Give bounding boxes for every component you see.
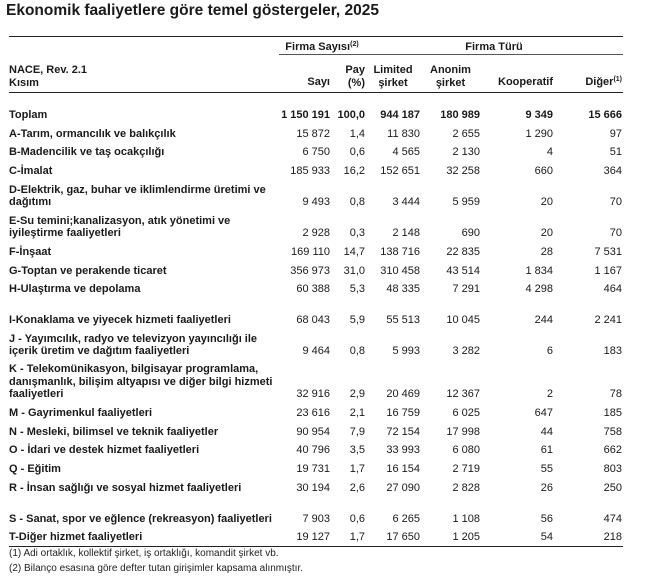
cell-kooperatif: 2: [546, 388, 553, 401]
header-group-row: [9, 37, 623, 55]
cell-kooperatif: 44: [540, 425, 553, 438]
table-row: [9, 327, 623, 358]
cell-anonim: 22 835: [446, 245, 480, 258]
row-activity-name: Toplam: [9, 109, 48, 122]
table-row: [9, 525, 623, 546]
cell-pay: 5,3: [349, 283, 365, 296]
header-column-row: [9, 55, 623, 93]
row-activity-name: T-Diğer hizmet faaliyetleri: [9, 525, 279, 546]
cell-pay: 5,9: [349, 314, 365, 327]
header-nace: NACE, Rev. 2.1 Kısım: [9, 55, 279, 93]
table-row: [9, 296, 623, 327]
cell-kooperatif: 1 834: [525, 264, 553, 277]
cell-diger: 758: [603, 425, 622, 438]
header-anonim: Anonim şirket: [421, 55, 481, 93]
cell-pay: 100,0: [337, 109, 365, 122]
cell-sayi: 9 464: [302, 345, 330, 358]
table-row: [9, 457, 623, 476]
table-row: [9, 277, 623, 296]
cell-diger: 364: [603, 165, 622, 178]
cell-anonim: 1 205: [421, 525, 481, 546]
cell-sayi: 30 194: [296, 481, 330, 494]
cell-kooperatif: 244: [534, 314, 553, 327]
row-activity-name: O - İdari ve destek hizmet faaliyetleri: [9, 444, 200, 457]
header-diger: Diğer$^{(1)}$: [554, 55, 623, 93]
cell-diger: 15 666: [588, 109, 622, 122]
cell-limited: 6 265: [392, 512, 420, 525]
cell-anonim: 1 108: [452, 512, 480, 525]
cell-diger: 803: [603, 462, 622, 475]
table-row: [9, 258, 623, 277]
header-kooperatif: Kooperatif: [481, 55, 554, 93]
cell-sayi: 19 731: [296, 462, 330, 475]
cell-sayi: 356 973: [290, 264, 330, 277]
cell-kooperatif: 55: [540, 462, 553, 475]
cell-anonim: 6 025: [452, 406, 480, 419]
cell-anonim: 7 291: [452, 283, 480, 296]
table-row-total: [9, 103, 623, 122]
row-activity-name: D-Elektrik, gaz, buhar ve iklimlendirme üretimi ve dağıtımı: [9, 183, 266, 209]
cell-kooperatif: 4 298: [525, 283, 553, 296]
cell-diger: 70: [609, 196, 622, 209]
cell-kooperatif: 647: [534, 406, 553, 419]
page-title: Ekonomik faaliyetlere göre temel göstergeler, 2025: [6, 2, 380, 19]
cell-limited: 16 759: [386, 406, 420, 419]
cell-kooperatif: 20: [540, 227, 553, 240]
row-activity-name: A-Tarım, ormancılık ve balıkçılık: [9, 127, 176, 140]
cell-kooperatif: 6: [546, 345, 553, 358]
cell-anonim: 3 282: [452, 345, 480, 358]
footnotes: [9, 546, 303, 576]
row-activity-name: N - Mesleki, bilimsel ve teknik faaliyetler: [9, 425, 219, 438]
cell-diger: 51: [609, 146, 622, 159]
cell-sayi: 7 903: [302, 512, 330, 525]
cell-kooperatif: 660: [534, 165, 553, 178]
cell-kooperatif: 4: [546, 146, 553, 159]
cell-anonim: 690: [461, 227, 480, 240]
cell-diger: 78: [609, 388, 622, 401]
header-sayi: Sayı: [279, 55, 331, 93]
cell-anonim: 17 998: [446, 425, 480, 438]
cell-limited: 17 650: [366, 525, 421, 546]
cell-sayi: 2 928: [302, 227, 330, 240]
cell-anonim: 2 719: [452, 462, 480, 475]
table-row: [9, 401, 623, 420]
cell-diger: 97: [609, 127, 622, 140]
row-activity-name: K - Telekomünikasyon, bilgisayar programlama, danışmanlık, bilişim altyapısı ve diğer bilgi hizmeti faaliyetleri: [9, 363, 273, 401]
cell-pay: 2,6: [349, 481, 365, 494]
cell-diger: 185: [603, 406, 622, 419]
header-pay: Pay (%): [331, 55, 366, 93]
table-row: [9, 476, 623, 495]
row-activity-name: R - İnsan sağlığı ve sosyal hizmet faaliyetleri: [9, 481, 242, 494]
cell-kooperatif: 20: [540, 196, 553, 209]
cell-kooperatif: 28: [540, 245, 553, 258]
cell-limited: 5 993: [392, 345, 420, 358]
cell-sayi: 40 796: [296, 444, 330, 457]
cell-limited: 310 458: [380, 264, 420, 277]
cell-limited: 152 651: [380, 165, 420, 178]
table-row: [9, 122, 623, 141]
cell-pay: 2,1: [349, 406, 365, 419]
cell-kooperatif: 1 290: [525, 127, 553, 140]
cell-limited: 55 513: [386, 314, 420, 327]
cell-diger: 250: [603, 481, 622, 494]
cell-diger: 70: [609, 227, 622, 240]
cell-kooperatif: 61: [540, 444, 553, 457]
cell-limited: 4 565: [392, 146, 420, 159]
cell-pay: 31,0: [343, 264, 365, 277]
cell-diger: 1 167: [594, 264, 622, 277]
cell-sayi: 9 493: [302, 196, 330, 209]
cell-limited: 3 444: [392, 196, 420, 209]
row-activity-name: S - Sanat, spor ve eğlence (rekreasyon) faaliyetleri: [9, 512, 272, 525]
cell-anonim: 180 989: [440, 109, 480, 122]
row-activity-name: F-İnşaat: [9, 245, 52, 258]
cell-sayi: 23 616: [296, 406, 330, 419]
cell-limited: 48 335: [386, 283, 420, 296]
cell-pay: 7,9: [349, 425, 365, 438]
header-group-firma-turu: Firma Türü: [366, 37, 623, 55]
row-activity-name: E-Su temini;kanalizasyon, atık yönetimi ve iyileştirme faaliyetleri: [9, 214, 231, 240]
cell-anonim: 5 959: [452, 196, 480, 209]
cell-pay: 3,5: [349, 444, 365, 457]
cell-sayi: 1 150 191: [281, 109, 330, 122]
cell-anonim: 32 258: [446, 165, 480, 178]
table-row: [9, 420, 623, 439]
cell-diger: 474: [603, 512, 622, 525]
cell-pay: 2,9: [349, 388, 365, 401]
cell-anonim: 2 130: [452, 146, 480, 159]
cell-limited: 2 148: [392, 227, 420, 240]
cell-diger: 183: [603, 345, 622, 358]
table-row: [9, 178, 623, 209]
table-row: [9, 358, 623, 401]
cell-anonim: 43 514: [446, 264, 480, 277]
cell-sayi: 185 933: [290, 165, 330, 178]
cell-diger: 662: [603, 444, 622, 457]
table-row: [9, 159, 623, 178]
row-activity-name: H-Ulaştırma ve depolama: [9, 283, 141, 296]
indicators-table: [9, 36, 623, 547]
table-row: [9, 240, 623, 259]
cell-kooperatif: 26: [540, 481, 553, 494]
header-limited: Limited şirket: [366, 55, 421, 93]
cell-pay: 1,7: [349, 462, 365, 475]
cell-pay: 1,7: [331, 525, 366, 546]
cell-kooperatif: 56: [540, 512, 553, 525]
row-activity-name: M - Gayrimenkul faaliyetleri: [9, 406, 153, 419]
header-blank: [9, 37, 279, 55]
row-activity-name: G-Toptan ve perakende ticaret: [9, 264, 167, 277]
cell-sayi: 169 110: [291, 245, 330, 258]
footnote: (2) Bilanço esasına göre defter tutan girişimler kapsama alınmıştır.: [9, 563, 304, 574]
cell-sayi: 90 954: [296, 425, 330, 438]
cell-limited: 11 830: [387, 127, 420, 140]
row-activity-name: B-Madencilik ve taş ocakçılığı: [9, 146, 165, 159]
cell-anonim: 6 080: [452, 444, 480, 457]
cell-anonim: 2 828: [452, 481, 480, 494]
cell-limited: 16 154: [386, 462, 420, 475]
cell-limited: 33 993: [386, 444, 420, 457]
footnote: (1) Adi ortaklık, kollektif şirket, iş ortaklığı, komandit şirket vb.: [9, 548, 279, 559]
cell-limited: 944 187: [380, 109, 420, 122]
table-row: [9, 438, 623, 457]
row-activity-name: I-Konaklama ve yiyecek hizmeti faaliyetleri: [9, 314, 231, 327]
cell-kooperatif: 9 349: [525, 109, 553, 122]
cell-anonim: 2 655: [452, 127, 480, 140]
cell-pay: 0,8: [349, 345, 365, 358]
header-group-firma-sayisi: Firma Sayısı$^{(2)}$: [279, 37, 366, 55]
cell-pay: 1,4: [349, 127, 365, 140]
cell-pay: 14,7: [343, 245, 365, 258]
table-row: [9, 494, 623, 525]
cell-diger: 7 531: [594, 245, 622, 258]
cell-anonim: 12 367: [446, 388, 480, 401]
cell-pay: 0,6: [349, 146, 365, 159]
cell-diger: 464: [603, 283, 622, 296]
cell-sayi: 19 127: [279, 525, 331, 546]
cell-limited: 72 154: [386, 425, 420, 438]
cell-sayi: 32 916: [296, 388, 330, 401]
row-activity-name: C-İmalat: [9, 165, 53, 178]
cell-pay: 0,6: [349, 512, 365, 525]
cell-sayi: 68 043: [296, 314, 330, 327]
cell-sayi: 60 388: [296, 283, 330, 296]
cell-diger: 218: [554, 525, 623, 546]
cell-diger: 2 241: [594, 314, 622, 327]
cell-pay: 16,2: [343, 165, 365, 178]
row-activity-name: Q - Eğitim: [9, 462, 61, 475]
cell-limited: 27 090: [386, 481, 420, 494]
cell-limited: 20 469: [386, 388, 420, 401]
cell-pay: 0,8: [349, 196, 365, 209]
table-row: [9, 140, 623, 159]
row-activity-name: J - Yayımcılık, radyo ve televizyon yayıncılığı ile içerik üretim ve dağıtım faaliyetleri: [9, 332, 258, 358]
cell-sayi: 15 872: [296, 127, 330, 140]
table-row: [9, 209, 623, 240]
cell-kooperatif: 54: [481, 525, 554, 546]
cell-anonim: 10 045: [446, 314, 480, 327]
cell-limited: 138 716: [380, 245, 420, 258]
cell-sayi: 6 750: [302, 146, 330, 159]
cell-pay: 0,3: [349, 227, 365, 240]
